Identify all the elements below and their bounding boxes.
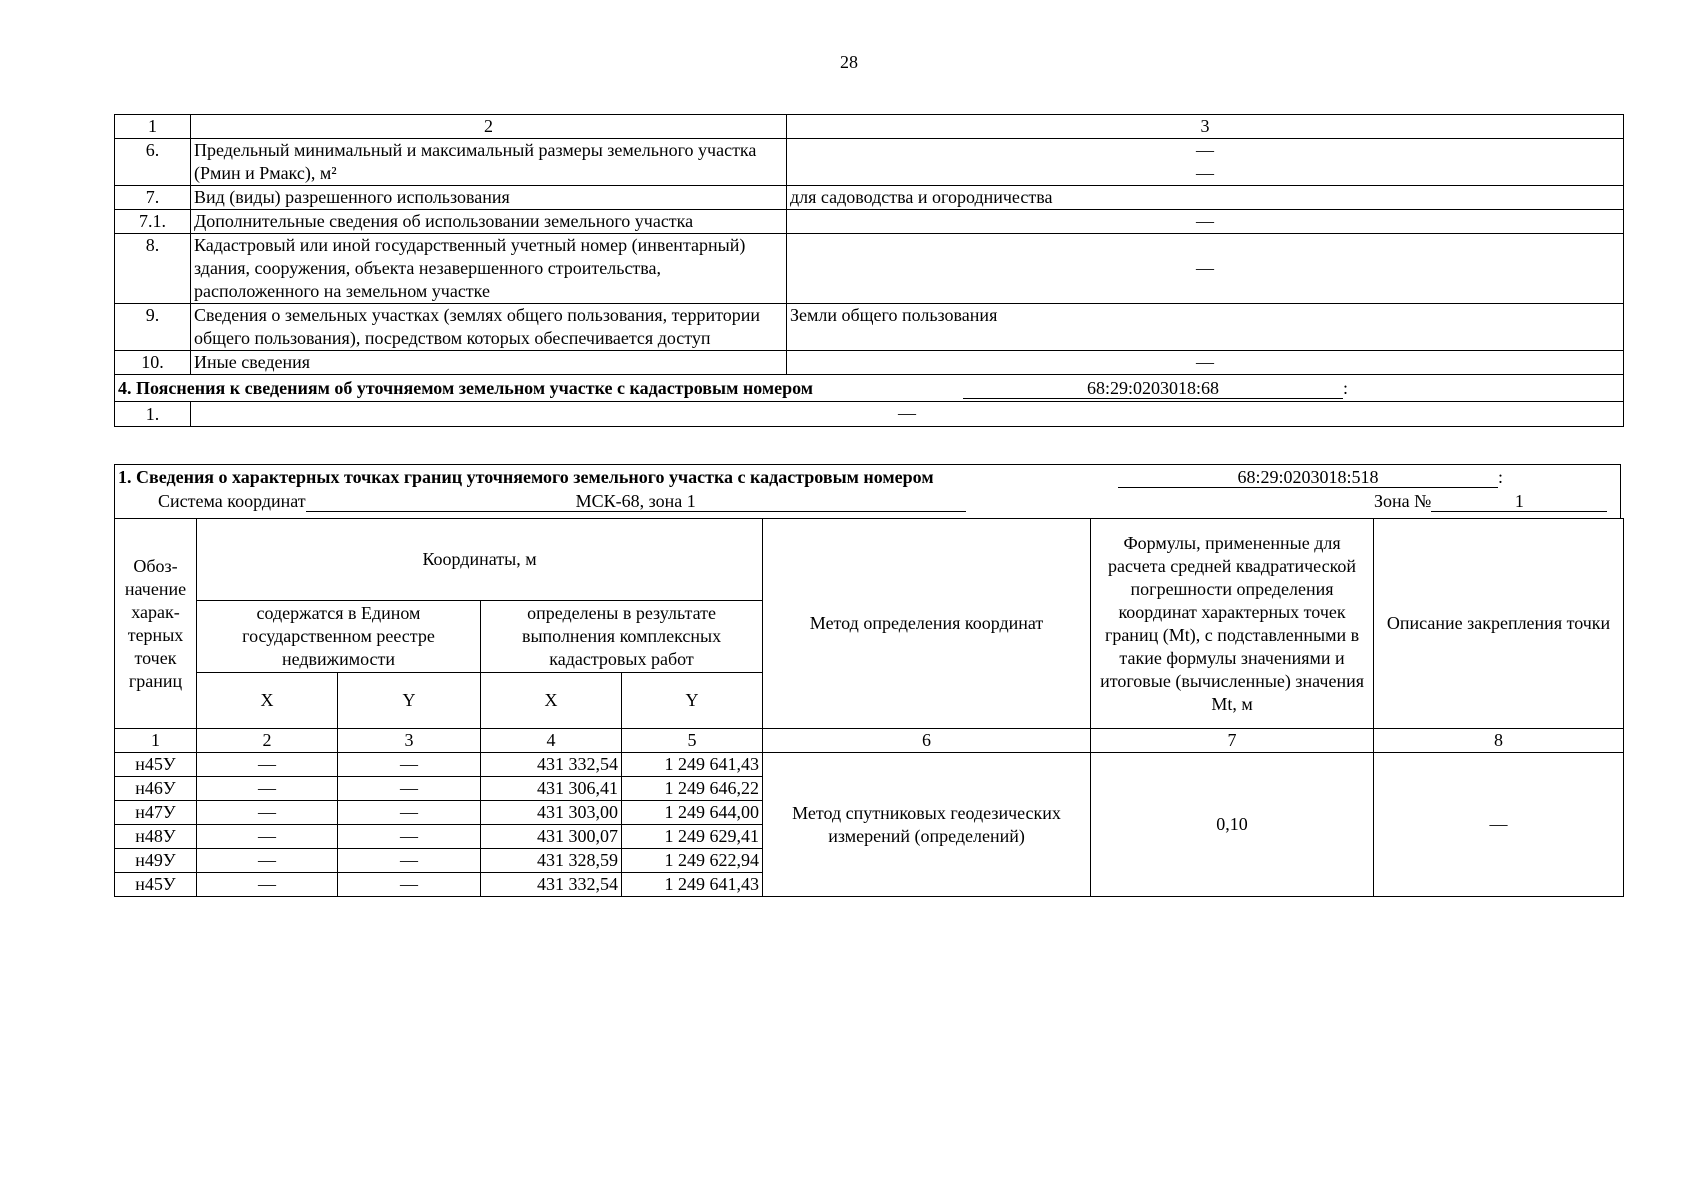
row-number: 8.: [115, 234, 191, 304]
col-number: 4: [481, 729, 622, 753]
row-value: —: [787, 351, 1624, 375]
section-4-title: 4. Пояснения к сведениям об уточняемом земельном участке с кадастровым номером: [118, 378, 814, 398]
y-egrn: —: [338, 825, 481, 849]
table-row: [115, 234, 1624, 304]
page-number: 28: [840, 52, 858, 72]
point-name: н49У: [115, 849, 197, 873]
table-row: [115, 304, 1624, 351]
mt-value-cell: 0,10: [1091, 753, 1374, 897]
row-number: 1.: [115, 402, 191, 427]
row-label: Иные сведения: [191, 351, 787, 375]
col-number: 8: [1374, 729, 1624, 753]
kkr-coords-header: определены в результате выполнения комплексных кадастровых работ: [481, 601, 763, 673]
y-egrn: —: [338, 777, 481, 801]
row-value: Земли общего пользования: [787, 304, 1624, 351]
y-kkr-header: Y: [622, 673, 763, 729]
header-col-2: 2: [191, 115, 787, 139]
section-4-title-row: [115, 375, 1624, 402]
section-4-cadastral-number: 68:29:0203018:68: [963, 378, 1343, 399]
y-coord: 1 249 641,43: [622, 873, 763, 897]
row-label: Сведения о земельных участках (землях общего пользования, территории общего пользования), посредством которых обеспечивается доступ: [191, 304, 787, 351]
point-name: н46У: [115, 777, 197, 801]
x-egrn: —: [197, 801, 338, 825]
y-coord: 1 249 629,41: [622, 825, 763, 849]
section-1-header: [114, 464, 1621, 518]
zone-label: Зона №: [1374, 491, 1432, 511]
y-egrn: —: [338, 849, 481, 873]
y-egrn-header: Y: [338, 673, 481, 729]
min-size-value: —: [1196, 140, 1214, 160]
section-1-colon: :: [1498, 467, 1504, 487]
col-number: 3: [338, 729, 481, 753]
table-row: [115, 402, 1624, 427]
col-number: 6: [763, 729, 1091, 753]
table-row: [115, 753, 1624, 777]
header-col-3: 3: [787, 115, 1624, 139]
max-size-value: —: [1196, 163, 1214, 183]
col-number: 7: [1091, 729, 1374, 753]
zone-value: 1: [1431, 491, 1607, 512]
boundary-points-table: [114, 518, 1624, 897]
point-designation-header: Обоз-начение харак-терных точек границ: [115, 519, 197, 729]
row-value: —: [787, 210, 1624, 234]
col-number: 5: [622, 729, 763, 753]
description-header: Описание закрепления точки: [1374, 519, 1624, 729]
coord-system-label: Система координат: [158, 491, 306, 511]
col-number: 1: [115, 729, 197, 753]
section-1-cadastral-number: 68:29:0203018:518: [1118, 467, 1498, 488]
point-name: н48У: [115, 825, 197, 849]
coordinates-header: Координаты, м: [197, 519, 763, 601]
table-row: [115, 186, 1624, 210]
x-coord: 431 332,54: [481, 753, 622, 777]
row-value: —: [191, 402, 1624, 427]
row-number: 6.: [115, 139, 191, 186]
header-col-1: 1: [115, 115, 191, 139]
row-number: 7.1.: [115, 210, 191, 234]
x-egrn: —: [197, 849, 338, 873]
formula-header: Формулы, примененные для расчета средней квадратической погрешности определения координат характерных точек границ (Mt), с подставленными в такие формулы значениями и итоговые (вычисленные) значения Mt, м: [1091, 519, 1374, 729]
x-egrn: —: [197, 873, 338, 897]
land-plot-info-table: [114, 114, 1624, 427]
section-4-colon: :: [1343, 378, 1349, 398]
y-coord: 1 249 641,43: [622, 753, 763, 777]
x-kkr-header: X: [481, 673, 622, 729]
egrn-coords-header: содержатся в Едином государственном реестре недвижимости: [197, 601, 481, 673]
point-name: н47У: [115, 801, 197, 825]
col-number: 2: [197, 729, 338, 753]
y-egrn: —: [338, 753, 481, 777]
table-header-row: [115, 115, 1624, 139]
row-number: 9.: [115, 304, 191, 351]
y-coord: 1 249 644,00: [622, 801, 763, 825]
table-row: [115, 351, 1624, 375]
x-egrn: —: [197, 753, 338, 777]
x-coord: 431 306,41: [481, 777, 622, 801]
method-header: Метод определения координат: [763, 519, 1091, 729]
row-number: 7.: [115, 186, 191, 210]
row-label: Вид (виды) разрешенного использования: [191, 186, 787, 210]
row-label: Дополнительные сведения об использовании земельного участка: [191, 210, 787, 234]
point-name: н45У: [115, 753, 197, 777]
description-cell: —: [1374, 753, 1624, 897]
table-row: [115, 210, 1624, 234]
section-4-title-cell: [115, 375, 1624, 402]
x-coord: 431 328,59: [481, 849, 622, 873]
coord-system-value: МСК-68, зона 1: [306, 491, 966, 512]
x-coord: 431 300,07: [481, 825, 622, 849]
table-row: [115, 139, 1624, 186]
row-label: Предельный минимальный и максимальный размеры земельного участка (Рмин и Рмакс), м²: [191, 139, 787, 186]
column-numbers-row: [115, 729, 1624, 753]
row-value: [787, 139, 1624, 186]
row-value: —: [787, 234, 1624, 304]
x-coord: 431 303,00: [481, 801, 622, 825]
x-egrn-header: X: [197, 673, 338, 729]
y-egrn: —: [338, 801, 481, 825]
y-egrn: —: [338, 873, 481, 897]
method-cell: Метод спутниковых геодезических измерений (определений): [763, 753, 1091, 897]
row-label: Кадастровый или иной государственный учетный номер (инвентарный) здания, сооружения, объекта незавершенного строительства, расположенного на земельном участке: [191, 234, 787, 304]
row-number: 10.: [115, 351, 191, 375]
point-name: н45У: [115, 873, 197, 897]
section-1-title: 1. Сведения о характерных точках границ уточняемого земельного участка с кадастровым номером: [118, 467, 934, 487]
y-coord: 1 249 622,94: [622, 849, 763, 873]
x-coord: 431 332,54: [481, 873, 622, 897]
row-value: для садоводства и огородничества: [787, 186, 1624, 210]
x-egrn: —: [197, 825, 338, 849]
y-coord: 1 249 646,22: [622, 777, 763, 801]
x-egrn: —: [197, 777, 338, 801]
